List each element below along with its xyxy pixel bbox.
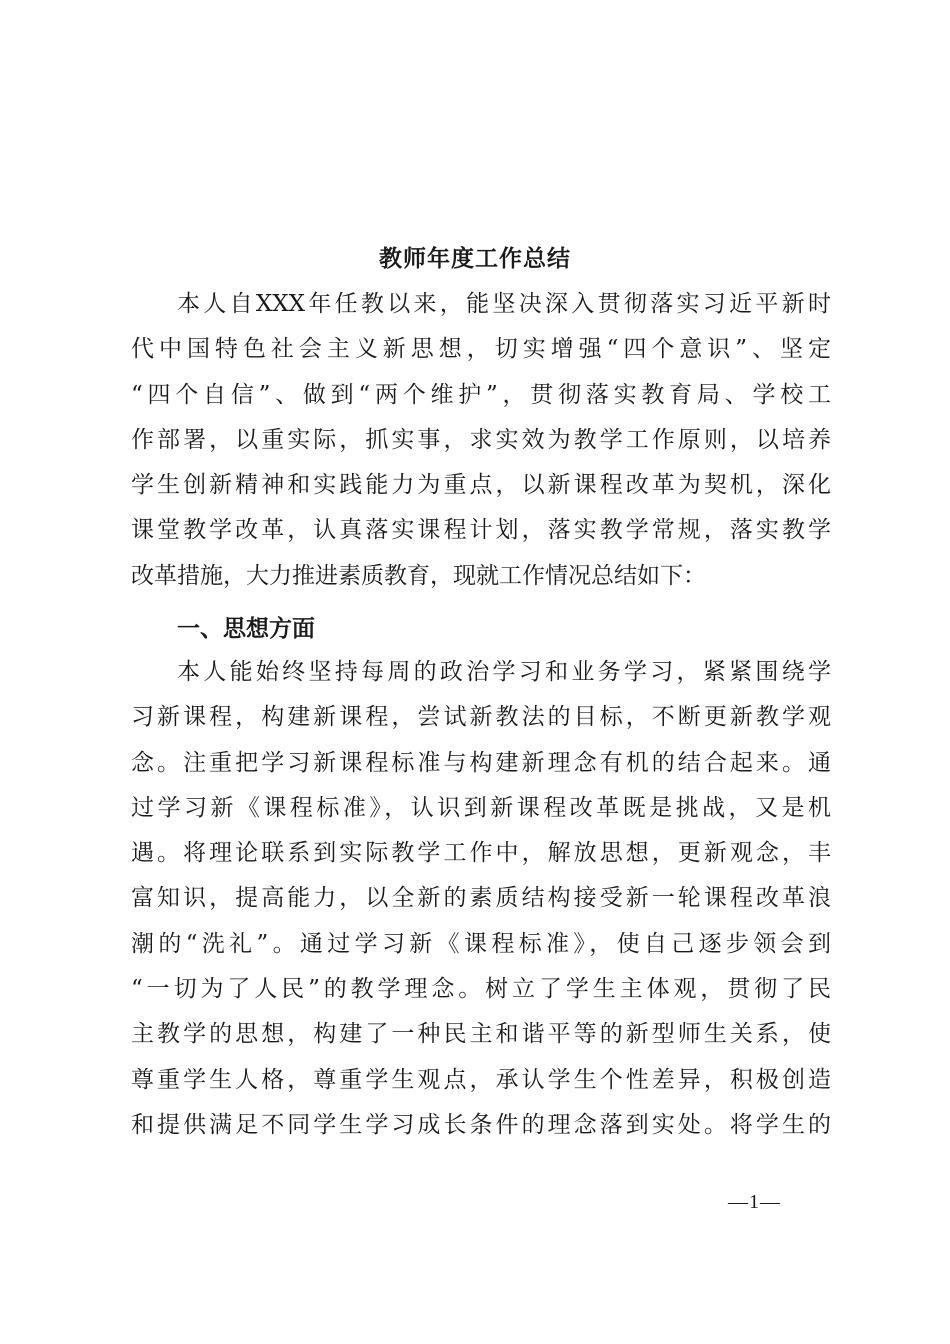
- intro-line: 课堂教学改革，认真落实课程计划，落实教学常规，落实教学: [131, 517, 831, 544]
- section-heading: 一、思想方面: [177, 616, 315, 642]
- section-paragraph: [131, 650, 831, 1148]
- section-line: 念。注重把学习新课程标准与构建新理念有机的结合起来。通: [131, 749, 831, 776]
- intro-line: 改革措施，大力推进素质教育，现就工作情况总结如下：: [131, 562, 706, 589]
- intro-line: 本人自XXX年任教以来，能坚决深入贯彻落实习近平新时: [177, 291, 831, 317]
- section-line: 本人能始终坚持每周的政治学习和业务学习，紧紧围绕学: [177, 659, 831, 685]
- section-line: 潮的“洗礼”。通过学习新《课程标准》，使自己逐步领会到: [131, 930, 831, 957]
- document-title: 教师年度工作总结: [379, 245, 571, 272]
- section-line: 过学习新《课程标准》，认识到新课程改革既是挑战，又是机: [131, 794, 831, 821]
- section-line: 尊重学生人格，尊重学生观点，承认学生个性差异，积极创造: [131, 1066, 831, 1093]
- section-line: 遇。将理论联系到实际教学工作中，解放思想，更新观念，丰: [131, 840, 831, 867]
- section-line: 富知识，提高能力，以全新的素质结构接受新一轮课程改革浪: [131, 885, 831, 912]
- intro-line: 学生创新精神和实践能力为重点，以新课程改革为契机，深化: [131, 472, 831, 499]
- intro-line: 作部署，以重实际，抓实事，求实效为教学工作原则，以培养: [131, 426, 831, 453]
- page-number: —1—: [728, 1191, 781, 1213]
- section-line: 习新课程，构建新课程，尝试新教法的目标，不断更新教学观: [131, 704, 831, 731]
- section-line: 主教学的思想，构建了一种民主和谐平等的新型师生关系，使: [131, 1021, 831, 1048]
- section-line: 和提供满足不同学生学习成长条件的理念落到实处。将学生的: [131, 1111, 831, 1138]
- intro-line: 代中国特色社会主义新思想，切实增强“四个意识”、坚定: [131, 336, 831, 363]
- section-line: “一切为了人民”的教学理念。树立了学生主体观，贯彻了民: [131, 976, 831, 1003]
- intro-line: “四个自信”、做到“两个维护”，贯彻落实教育局、学校工: [131, 381, 831, 408]
- intro-paragraph: [131, 282, 831, 599]
